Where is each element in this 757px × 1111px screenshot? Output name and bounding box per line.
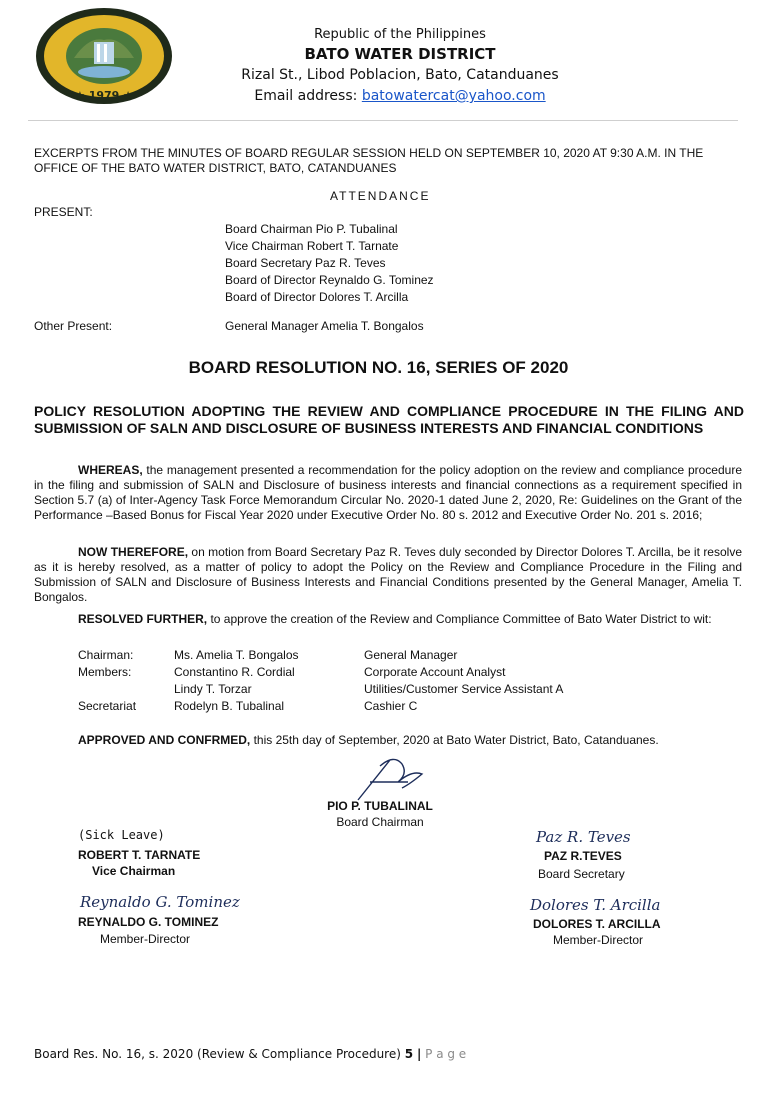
attendance-heading: ATTENDANCE (330, 189, 431, 203)
committee-name: Rodelyn B. Tubalinal (174, 699, 285, 713)
committee-table (78, 647, 563, 715)
email-link[interactable]: batowatercat@yahoo.com (361, 88, 546, 104)
director1-name: REYNALDO G. TOMINEZ (78, 915, 219, 929)
now-therefore-paragraph (34, 545, 742, 605)
whereas-lead: WHEREAS, (78, 463, 143, 477)
footer-text: Board Res. No. 16, s. 2020 (Review & Compliance Procedure) (34, 1047, 401, 1061)
committee-role: Secretariat (78, 699, 137, 713)
secretary-name: PAZ R.TEVES (544, 849, 622, 863)
resolved-further-paragraph (78, 612, 748, 627)
resolution-subtitle: POLICY RESOLUTION ADOPTING THE REVIEW AND COMPLIANCE PROCEDURE IN THE FILING AND SUBMISSION OF SALN AND DISCLOSURE OF BUSINESS INTERESTS AND FINANCIAL CONDITIONS (34, 403, 744, 436)
committee-row (78, 681, 563, 698)
vice-chairman-title: Vice Chairman (92, 864, 176, 878)
committee-name: Constantino R. Cordial (174, 665, 295, 679)
district-seal-logo (34, 6, 174, 106)
resolved-further-text: to approve the creation of the Review and Compliance Committee of Bato Water District to wit: (207, 612, 712, 626)
footer-separator: | (416, 1047, 422, 1061)
secretary-signature: Paz R. Teves (536, 828, 631, 846)
director2-title: Member-Director (553, 933, 644, 947)
org-address: Rizal St., Libod Poblacion, Bato, Catanduanes (241, 67, 559, 83)
org-name: BATO WATER DISTRICT (304, 45, 496, 63)
vice-chairman-name: ROBERT T. TARNATE (78, 848, 201, 862)
whereas-paragraph (34, 463, 742, 523)
committee-row (78, 664, 563, 681)
vice-chairman-note: (Sick Leave) (78, 828, 165, 842)
svg-text:★ 1979 ★: ★ 1979 ★ (75, 89, 133, 102)
director2-name: DOLORES T. ARCILLA (533, 917, 661, 931)
director1-signature: Reynaldo G. Tominez (80, 893, 240, 911)
page-label: P a g e (425, 1047, 467, 1061)
header-divider (28, 120, 738, 121)
committee-position: Utilities/Customer Service Assistant A (364, 682, 564, 696)
approved-paragraph (78, 733, 748, 748)
country-line: Republic of the Philippines (314, 27, 486, 42)
committee-position: General Manager (364, 648, 458, 662)
director1-title: Member-Director (100, 932, 191, 946)
now-therefore-lead: NOW THEREFORE, (78, 545, 189, 559)
email-label: Email address: (254, 88, 358, 104)
resolved-further-lead: RESOLVED FURTHER, (78, 612, 208, 626)
committee-position: Cashier C (364, 699, 418, 713)
committee-name: Ms. Amelia T. Bongalos (174, 648, 299, 662)
approved-lead: APPROVED AND CONFRMED, (78, 733, 251, 747)
committee-name: Lindy T. Torzar (174, 682, 252, 696)
present-label: PRESENT: (34, 205, 93, 219)
present-member: Board of Director Dolores T. Arcilla (225, 290, 409, 304)
other-present: General Manager Amelia T. Bongalos (225, 319, 424, 333)
other-present-label: Other Present: (34, 319, 113, 333)
committee-role: Chairman: (78, 648, 134, 662)
page-footer (34, 1047, 466, 1061)
present-member: Board of Director Reynaldo G. Tominez (225, 273, 434, 287)
chairman-title: Board Chairman (336, 815, 424, 829)
email-line (200, 88, 600, 104)
secretary-title: Board Secretary (538, 867, 625, 881)
approved-text: this 25th day of September, 2020 at Bato Water District, Bato, Catanduanes. (250, 733, 659, 747)
chairman-signature (350, 752, 440, 804)
committee-row (78, 647, 563, 664)
resolution-title: BOARD RESOLUTION NO. 16, SERIES OF 2020 (188, 358, 569, 377)
present-member: Board Chairman Pio P. Tubalinal (225, 222, 398, 236)
director2-signature: Dolores T. Arcilla (530, 896, 661, 914)
committee-role (78, 681, 174, 698)
present-member: Board Secretary Paz R. Teves (225, 256, 386, 270)
present-member: Vice Chairman Robert T. Tarnate (225, 239, 399, 253)
now-therefore-text: on motion from Board Secretary Paz R. Teves duly seconded by Director Dolores T. Arcilla, be it resolve as it is hereby resolved, as a matter of policy to adopt the Policy on the Review and Compliance Procedure in the Filing and Submission of SALN and Disclosure of Business Interests and Financial Conditions presented by the General Manager, Amelia T. Bongalos. (34, 545, 742, 604)
chairman-name: PIO P. TUBALINAL (327, 799, 433, 813)
whereas-text: the management presented a recommendation for the policy adoption on the review and compliance procedure in the filing and submission of SALN and Disclosure of business interests and financial connections as a requirement specified in Section 5.7 (a) of Inter-Agency Task Force Memorandum Circular No. 2020-1 dated June 2, 2020, Re: Guidelines on the Grant of the Performance –Based Bonus for Fiscal Year 2020 under Executive Order No. 80 s. 2012 and Executive Order No. 201 s. 2016; (34, 463, 742, 522)
present-list (225, 221, 434, 306)
minutes-excerpt: EXCERPTS FROM THE MINUTES OF BOARD REGULAR SESSION HELD ON SEPTEMBER 10, 2020 AT 9:30 A.M. IN THE OFFICE OF THE BATO WATER DISTRICT, BATO, CATANDUANES (34, 146, 704, 175)
committee-position: Corporate Account Analyst (364, 665, 506, 679)
committee-role: Members: (78, 665, 132, 679)
page-number: 5 (404, 1047, 414, 1061)
committee-row (78, 698, 563, 715)
